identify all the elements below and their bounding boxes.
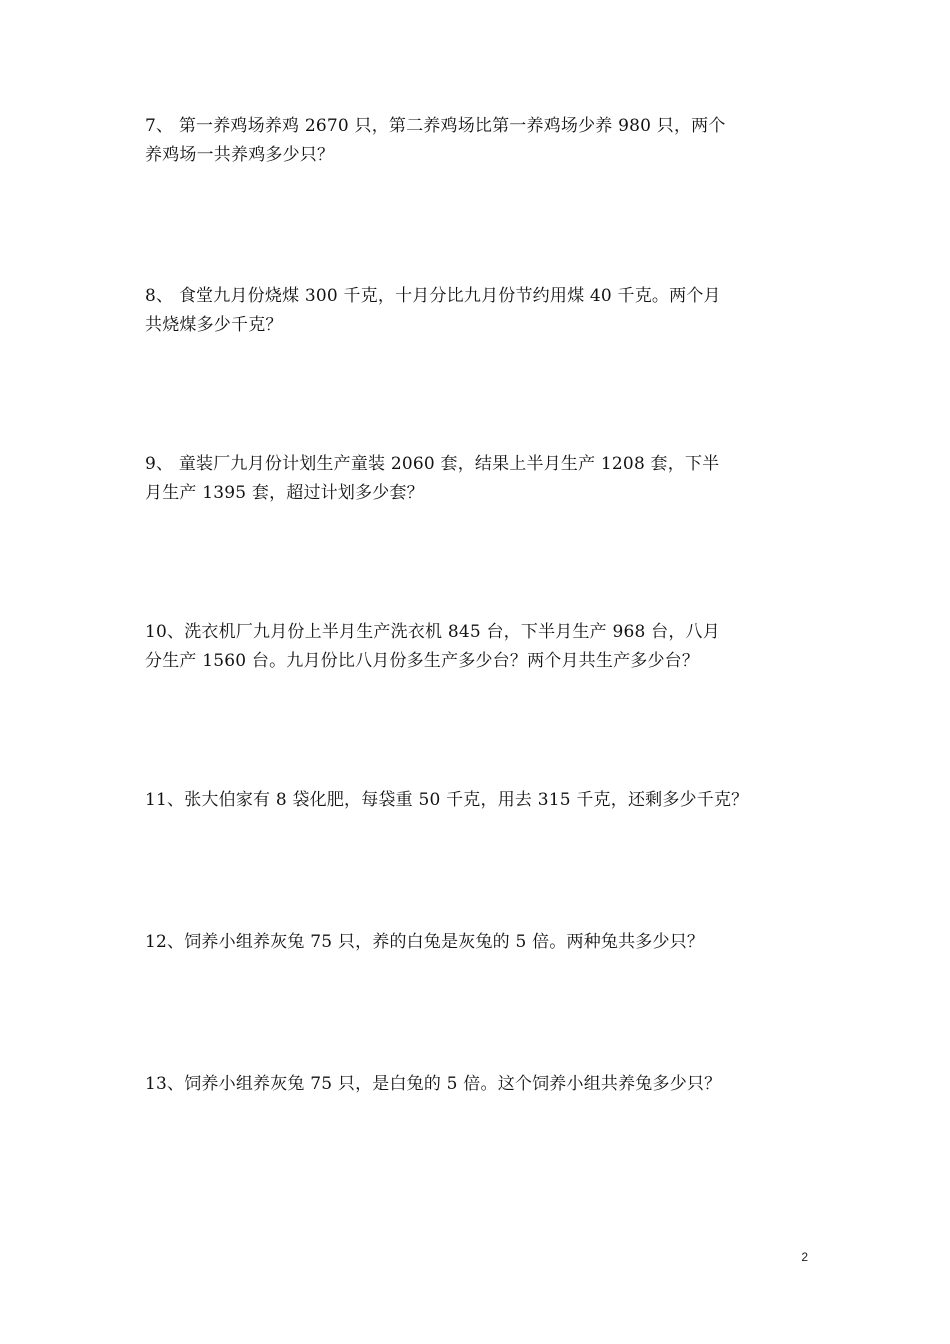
problem-7-line-1: 7、 第一养鸡场养鸡 2670 只，第二养鸡场比第一养鸡场少养 980 只，两个 <box>145 116 726 136</box>
problem-9-line-1: 9、 童装厂九月份计划生产童装 2060 套，结果上半月生产 1208 套，下半 <box>145 454 720 474</box>
problem-10-line-2: 分生产 1560 台。九月份比八月份多生产多少台？两个月共生产多少台？ <box>145 651 700 671</box>
problem-12 <box>145 928 810 957</box>
problem-9-line-2: 月生产 1395 套，超过计划多少套？ <box>145 483 424 503</box>
problem-10-line-1: 10、洗衣机厂九月份上半月生产洗衣机 845 台，下半月生产 968 台，八月 <box>145 622 720 642</box>
problem-10 <box>145 618 810 676</box>
problem-7-line-2: 养鸡场一共养鸡多少只？ <box>145 145 335 165</box>
problem-7 <box>145 112 810 170</box>
problem-12-line-1: 12、饲养小组养灰兔 75 只，养的白兔是灰兔的 5 倍。两种兔共多少只？ <box>145 932 705 952</box>
problem-8-line-2: 共烧煤多少千克？ <box>145 315 283 335</box>
problem-8-line-1: 8、 食堂九月份烧煤 300 千克，十月分比九月份节约用煤 40 千克。两个月 <box>145 286 721 306</box>
problem-9 <box>145 450 810 508</box>
problem-11-line-1: 11、张大伯家有 8 袋化肥，每袋重 50 千克，用去 315 千克，还剩多少千克？ <box>145 790 749 810</box>
problem-11 <box>145 786 810 815</box>
problem-8 <box>145 282 810 340</box>
problem-13 <box>145 1070 810 1099</box>
page-number: 2 <box>801 1250 808 1264</box>
problem-13-line-1: 13、饲养小组养灰兔 75 只，是白兔的 5 倍。这个饲养小组共养兔多少只？ <box>145 1074 722 1094</box>
